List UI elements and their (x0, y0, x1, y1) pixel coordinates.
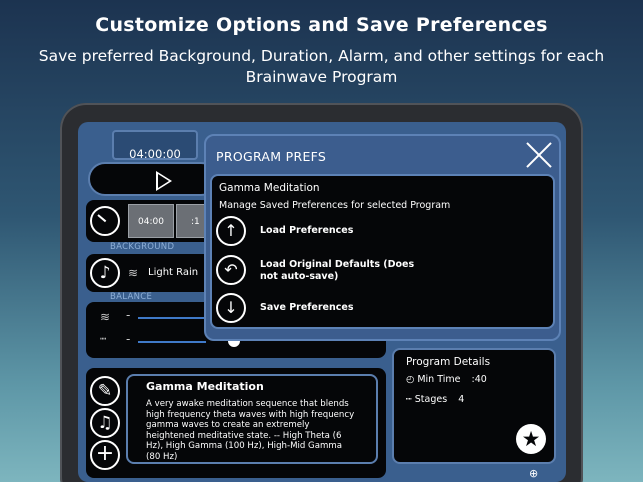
arrow-up-icon[interactable]: ↑ (216, 216, 246, 246)
bell-icon[interactable]: ♫ (90, 408, 120, 438)
play-bar[interactable] (88, 162, 218, 196)
globe-icon[interactable]: ⊕ (529, 467, 539, 480)
subheadline: Save preferred Background, Duration, Alarm, and other settings for each Brainwave Program (38, 47, 605, 86)
modal-subtitle: Manage Saved Preferences for selected Program (219, 200, 451, 211)
close-icon[interactable] (526, 142, 552, 168)
program-description-panel (126, 374, 378, 464)
background-row[interactable] (86, 254, 216, 292)
stages-label: Stages (414, 394, 448, 405)
program-details-panel (392, 348, 556, 464)
play-icon-inner (158, 174, 169, 188)
undo-icon[interactable]: ↶ (216, 255, 246, 285)
arrow-down-icon[interactable]: ↓ (216, 293, 246, 323)
add-icon[interactable]: + (90, 440, 120, 470)
time-display: 04:00:00 (112, 130, 198, 160)
balance-label: BALANCE (110, 292, 153, 302)
duration-hours-cell[interactable]: 04:00 (128, 204, 174, 238)
stages-value: 4 (458, 394, 465, 405)
stages-row (406, 394, 542, 405)
min-time-row (406, 374, 542, 385)
modal-body (210, 174, 555, 329)
background-value: Light Rain (148, 267, 199, 278)
load-defaults-label: Load Original Defaults (Does not auto-save) (260, 259, 415, 282)
load-preferences-label: Load Preferences (260, 225, 354, 236)
details-title: Program Details (406, 356, 491, 368)
duration-row (86, 200, 216, 242)
duration-minutes-cell[interactable]: :1 (176, 204, 216, 238)
load-preferences-button[interactable] (216, 216, 516, 248)
min-time-label: Min Time (417, 374, 461, 385)
clock-icon: ◴ (406, 374, 415, 385)
balance-minus-1[interactable]: - (126, 308, 131, 322)
tone-volume-slider[interactable] (138, 341, 206, 343)
load-defaults-button[interactable] (216, 255, 516, 287)
tone-volume-icon: ┉ (100, 334, 107, 345)
headline: Customize Options and Save Preferences (95, 14, 548, 36)
min-time-value: :40 (471, 374, 487, 385)
description-text: A very awake meditation sequence that blends high frequency theta waves with high frequency gamma waves to create an extremely heightened meditative state. -- High Theta (6 Hz), High Gamma (100 Hz), High-Mid Gamma (80 Hz) (146, 399, 355, 462)
description-title: Gamma Meditation (146, 380, 264, 393)
save-preferences-label: Save Preferences (260, 302, 354, 313)
background-volume-icon: ≋ (100, 310, 111, 324)
music-note-icon[interactable]: ♪ (90, 258, 120, 288)
background-volume-slider[interactable] (138, 317, 206, 319)
background-label: BACKGROUND (110, 242, 175, 252)
favorite-star-icon[interactable]: ★ (516, 424, 546, 454)
waveform-icon: ┉ (406, 394, 412, 405)
modal-title: PROGRAM PREFS (216, 149, 327, 164)
timer-gauge-icon[interactable] (90, 206, 120, 236)
save-preferences-button[interactable] (216, 293, 516, 325)
wrench-icon[interactable]: ✎ (90, 376, 120, 406)
rain-waves-icon: ≋ (128, 266, 139, 280)
modal-program-name: Gamma Meditation (219, 182, 320, 194)
program-prefs-modal (204, 134, 561, 341)
balance-minus-2[interactable]: - (126, 332, 131, 346)
